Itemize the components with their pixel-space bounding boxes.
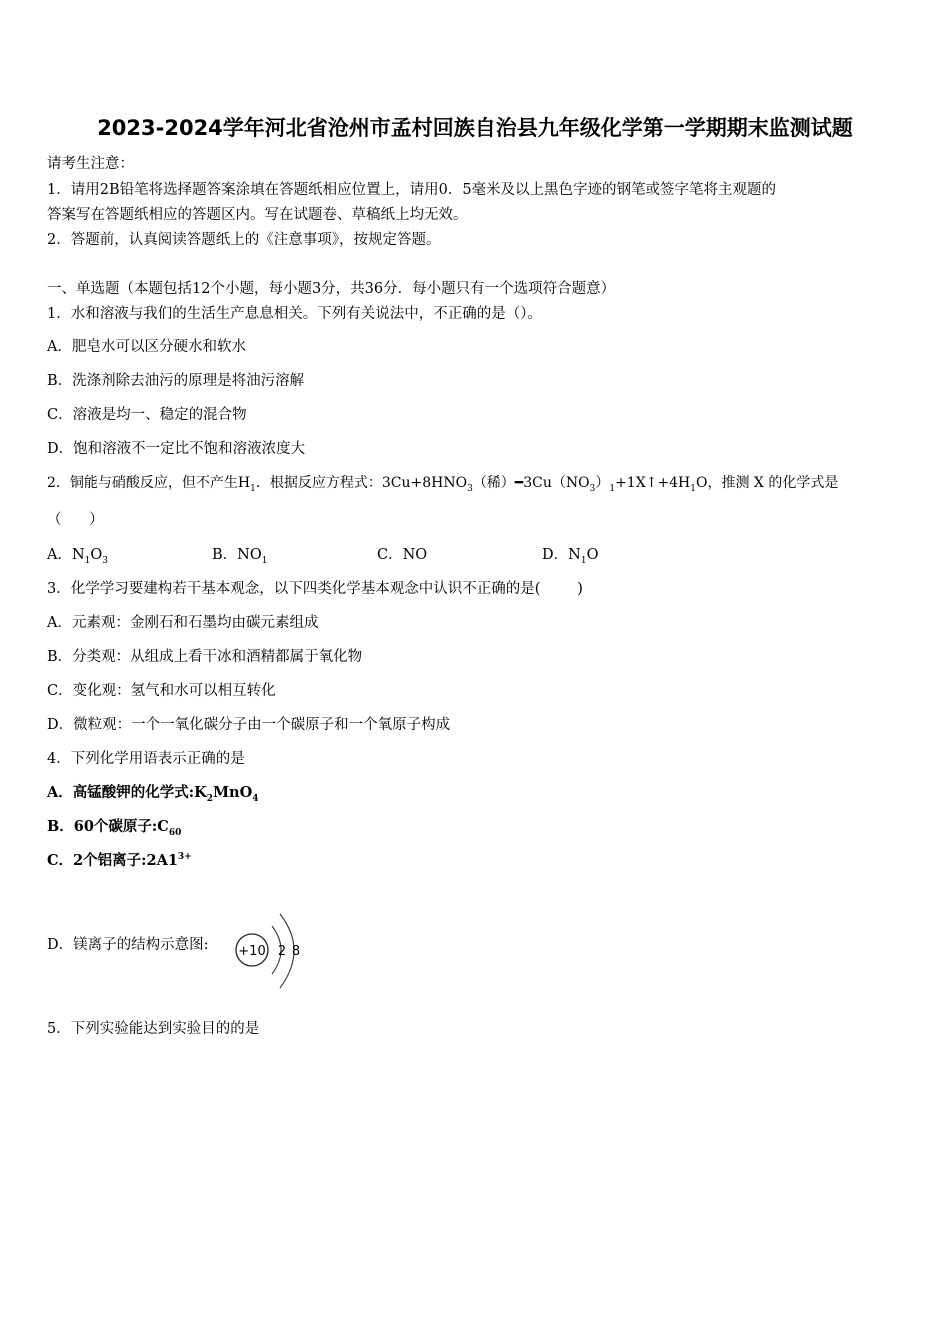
- q2-option-a: A．$N_1O_3$: [47, 547, 109, 566]
- q1-stem: 1．水和溶液与我们的生活生产息息相关。下列有关说法中，不正确的是（）。: [47, 306, 542, 322]
- q3-option-c: C．变化观：氢气和水可以相互转化: [47, 683, 276, 699]
- q3-stem: 3．化学学习要建构若干基本观念，以下四类化学基本观念中认识不正确的是( ): [47, 581, 583, 597]
- notice-1a: 1．请用2B铅笔将选择题答案涂填在答题纸相应位置上，请用0．5毫米及以上黑色字迹的钢笔或签字笔将主观题的: [47, 182, 777, 198]
- q2-option-d: D．$N_1O$: [542, 547, 599, 566]
- page-title: 2023-2024学年河北省沧州市孟村回族自治县九年级化学第一学期期末监测试题: [97, 116, 853, 140]
- q3-option-a: A．元素观：金刚石和石墨均由碳元素组成: [47, 615, 319, 631]
- q4-option-a: A．高锰酸钾的化学式$:K_2MnO_4$: [47, 784, 259, 804]
- q1-option-a: A．肥皂水可以区分硬水和软水: [47, 339, 246, 355]
- q4-option-c: C．2个铝离子$:2A1^{3+}$: [47, 852, 192, 869]
- q2-option-c: C．NO: [377, 547, 428, 563]
- section-heading: 一、单选题（本题包括12个小题，每小题3分，共36分．每小题只有一个选项符合题意）: [47, 281, 616, 297]
- notice-2: 2．答题前，认真阅读答题纸上的《注意事项》，按规定答题。: [47, 232, 441, 248]
- magnesium-ion-structure-diagram: [232, 906, 312, 996]
- q1-option-b: B．洗涤剂除去油污的原理是将油污溶解: [47, 373, 305, 389]
- q4-option-b: B．60个碳原子$:C_{60}$: [47, 818, 182, 838]
- notice-heading: 请考生注意：: [47, 156, 134, 172]
- q2-answer-paren: （ ）: [47, 512, 104, 528]
- q1-option-c: C．溶液是均一、稳定的混合物: [47, 407, 247, 423]
- q3-option-d: D．微粒观：一个一氧化碳分子由一个碳原子和一个氧原子构成: [47, 717, 451, 733]
- shell-2-electrons: 8: [291, 944, 301, 959]
- q2-stem: 2．铜能与硝酸反应，但不产生$H_1$．根据反应方程式：$3Cu+8HNO_3$（稀）$━3Cu(NO_3)_1+1X↑+4H_1O$，推测 X 的化学式是: [47, 475, 839, 494]
- shell-1-electrons: 2: [277, 944, 287, 959]
- q5-stem: 5．下列实验能达到实验目的的是: [47, 1021, 260, 1037]
- nucleus-charge: +10: [238, 944, 266, 959]
- q1-option-d: D．饱和溶液不一定比不饱和溶液浓度大: [47, 441, 306, 457]
- q4-option-d: D．镁离子的结构示意图:: [47, 937, 209, 953]
- q3-option-b: B．分类观：从组成上看干冰和酒精都属于氧化物: [47, 649, 363, 665]
- q2-option-b: B．$NO_1$: [212, 547, 268, 566]
- notice-1b: 答案写在答题纸相应的答题区内。写在试题卷、草稿纸上均无效。: [47, 207, 468, 223]
- q4-stem: 4．下列化学用语表示正确的是: [47, 751, 245, 767]
